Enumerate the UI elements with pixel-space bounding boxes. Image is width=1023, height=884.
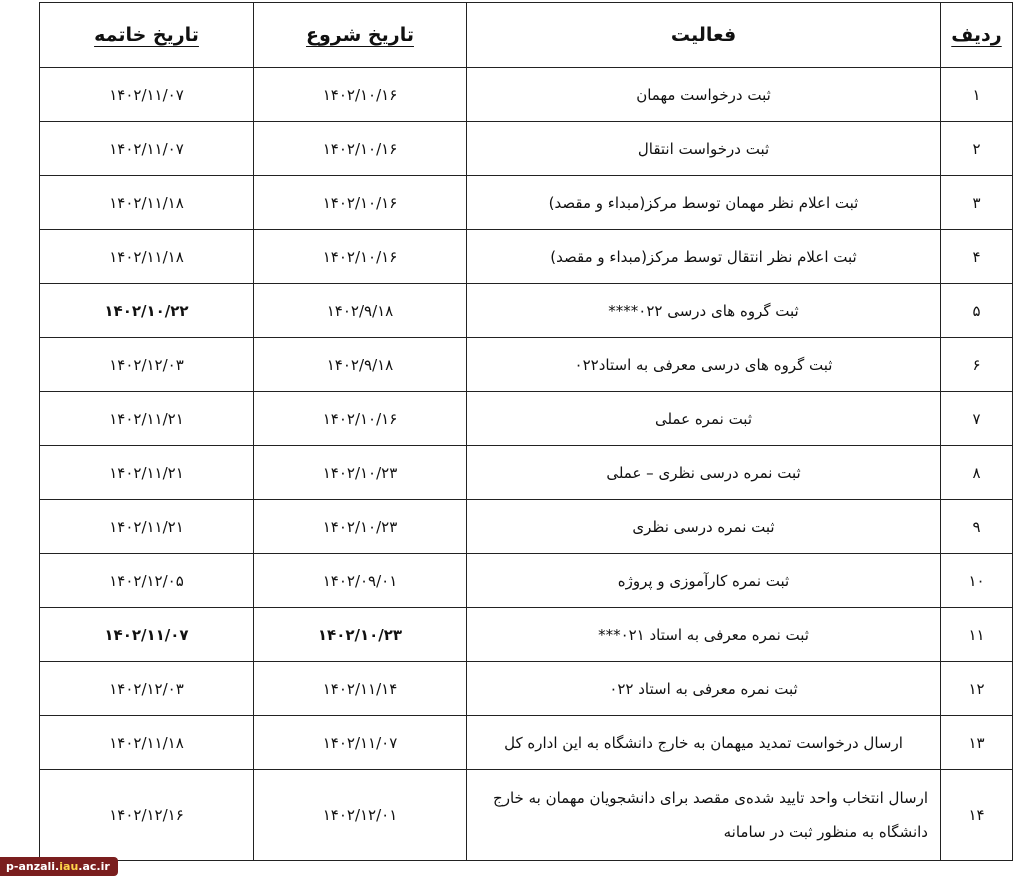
table-row <box>40 662 1013 716</box>
start-date-cell: ۱۴۰۲/۱۰/۱۶ <box>254 176 467 230</box>
end-date-cell: ۱۴۰۲/۱۰/۲۲ <box>40 284 254 338</box>
start-date-cell: ۱۴۰۲/۱۰/۱۶ <box>254 392 467 446</box>
row-number: ۱۱ <box>941 608 1013 662</box>
table-row <box>40 284 1013 338</box>
activity-cell: ثبت گروه های درسی معرفی به استاد۰۲۲ <box>467 338 941 392</box>
start-date-cell: ۱۴۰۲/۱۰/۲۳ <box>254 446 467 500</box>
row-number: ۱ <box>941 68 1013 122</box>
activity-cell: ثبت اعلام نظر انتقال توسط مرکز(مبداء و مقصد) <box>467 230 941 284</box>
start-date-cell: ۱۴۰۲/۱۰/۱۶ <box>254 122 467 176</box>
start-date-cell: ۱۴۰۲/۱۱/۰۷ <box>254 716 467 770</box>
header-end-date: تاریخ خاتمه <box>40 3 254 68</box>
row-number: ۷ <box>941 392 1013 446</box>
end-date-cell: ۱۴۰۲/۱۱/۱۸ <box>40 230 254 284</box>
end-date-cell: ۱۴۰۲/۱۲/۰۳ <box>40 662 254 716</box>
activity-cell: ثبت درخواست مهمان <box>467 68 941 122</box>
header-row-number: ردیف <box>941 3 1013 68</box>
row-number: ۸ <box>941 446 1013 500</box>
activity-cell: ثبت نمره معرفی به استاد ۰۲۲ <box>467 662 941 716</box>
table-row <box>40 716 1013 770</box>
end-date-cell: ۱۴۰۲/۱۲/۰۵ <box>40 554 254 608</box>
table-row <box>40 230 1013 284</box>
table-row <box>40 446 1013 500</box>
activity-cell: ثبت درخواست انتقال <box>467 122 941 176</box>
table-row <box>40 500 1013 554</box>
table-row <box>40 554 1013 608</box>
row-number: ۱۴ <box>941 770 1013 861</box>
activity-cell: ثبت نمره درسی نظری – عملی <box>467 446 941 500</box>
activity-cell: ثبت نمره درسی نظری <box>467 500 941 554</box>
activity-cell: ثبت نمره کارآموزی و پروژه <box>467 554 941 608</box>
header-row <box>40 3 1013 68</box>
start-date-cell: ۱۴۰۲/۱۲/۰۱ <box>254 770 467 861</box>
table-row <box>40 608 1013 662</box>
row-number: ۴ <box>941 230 1013 284</box>
row-number: ۲ <box>941 122 1013 176</box>
table-row <box>40 338 1013 392</box>
activity-cell: ثبت نمره عملی <box>467 392 941 446</box>
end-date-cell: ۱۴۰۲/۱۱/۰۷ <box>40 608 254 662</box>
end-date-cell: ۱۴۰۲/۱۱/۲۱ <box>40 392 254 446</box>
end-date-cell: ۱۴۰۲/۱۱/۰۷ <box>40 68 254 122</box>
start-date-cell: ۱۴۰۲/۱۰/۲۳ <box>254 608 467 662</box>
row-number: ۵ <box>941 284 1013 338</box>
table-row <box>40 122 1013 176</box>
site-watermark: p-anzali.iau.ac.ir <box>0 857 118 876</box>
start-date-cell: ۱۴۰۲/۱۰/۲۳ <box>254 500 467 554</box>
start-date-cell: ۱۴۰۲/۹/۱۸ <box>254 338 467 392</box>
activity-cell: ثبت نمره معرفی به استاد ۰۲۱*** <box>467 608 941 662</box>
header-activity: فعالیت <box>467 3 941 68</box>
end-date-cell: ۱۴۰۲/۱۱/۰۷ <box>40 122 254 176</box>
start-date-cell: ۱۴۰۲/۹/۱۸ <box>254 284 467 338</box>
table-row <box>40 392 1013 446</box>
activity-cell: ثبت گروه های درسی ۰۲۲**** <box>467 284 941 338</box>
start-date-cell: ۱۴۰۲/۱۰/۱۶ <box>254 230 467 284</box>
row-number: ۶ <box>941 338 1013 392</box>
end-date-cell: ۱۴۰۲/۱۱/۲۱ <box>40 446 254 500</box>
table-row <box>40 176 1013 230</box>
row-number: ۹ <box>941 500 1013 554</box>
table-row <box>40 770 1013 861</box>
start-date-cell: ۱۴۰۲/۱۱/۱۴ <box>254 662 467 716</box>
start-date-cell: ۱۴۰۲/۱۰/۱۶ <box>254 68 467 122</box>
end-date-cell: ۱۴۰۲/۱۱/۲۱ <box>40 500 254 554</box>
end-date-cell: ۱۴۰۲/۱۱/۱۸ <box>40 716 254 770</box>
activity-cell: ارسال درخواست تمدید میهمان به خارج دانشگاه به این اداره کل <box>467 716 941 770</box>
end-date-cell: ۱۴۰۲/۱۲/۱۶ <box>40 770 254 861</box>
end-date-cell: ۱۴۰۲/۱۱/۱۸ <box>40 176 254 230</box>
activity-cell: ارسال انتخاب واحد تایید شده‌ی مقصد برای دانشجویان مهمان به خارج دانشگاه به منظور ثبت در سامانه <box>467 770 941 861</box>
row-number: ۱۰ <box>941 554 1013 608</box>
table-row <box>40 68 1013 122</box>
row-number: ۱۲ <box>941 662 1013 716</box>
header-start-date: تاریخ شروع <box>254 3 467 68</box>
row-number: ۳ <box>941 176 1013 230</box>
schedule-table <box>39 2 1013 861</box>
start-date-cell: ۱۴۰۲/۰۹/۰۱ <box>254 554 467 608</box>
row-number: ۱۳ <box>941 716 1013 770</box>
activity-cell: ثبت اعلام نظر مهمان توسط مرکز(مبداء و مقصد) <box>467 176 941 230</box>
end-date-cell: ۱۴۰۲/۱۲/۰۳ <box>40 338 254 392</box>
